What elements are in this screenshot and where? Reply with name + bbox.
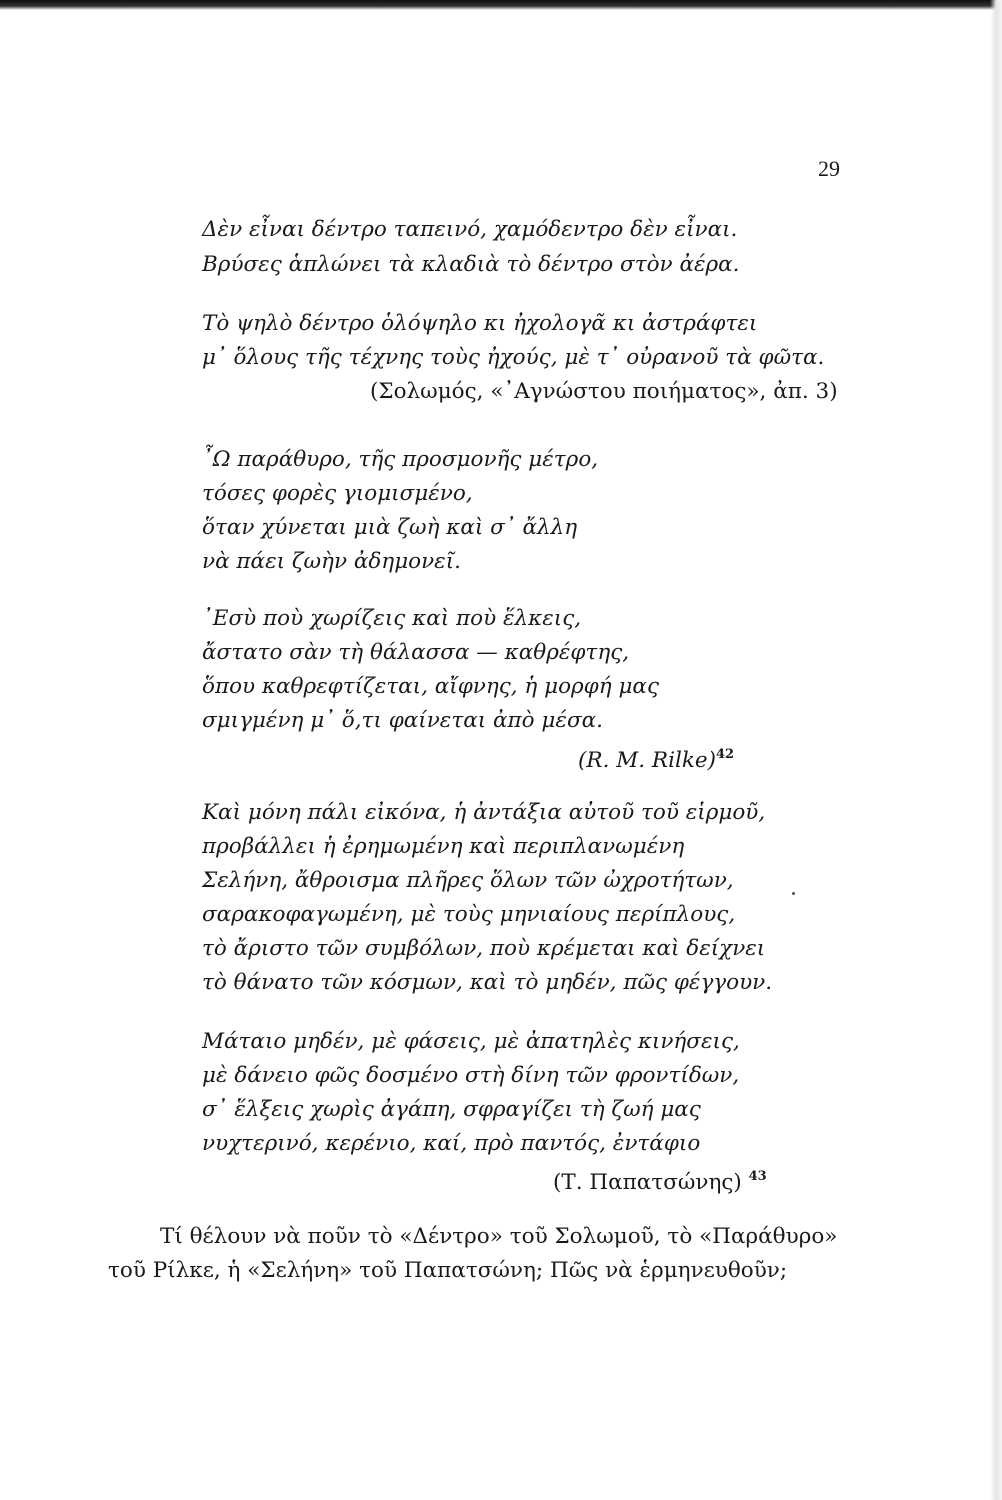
attribution-solomos: (Σολωμός, «᾿Αγνώστου ποιήματος», ἀπ. 3) xyxy=(370,379,838,404)
poem-line: ᾿Εσὺ ποὺ χωρίζεις καὶ ποὺ ἕλκεις, xyxy=(202,606,582,631)
attribution-rilke xyxy=(578,741,734,775)
attribution-rilke-text: (R. M. Rilke) xyxy=(578,748,717,773)
poem-line: Μάταιο μηδέν, μὲ φάσεις, μὲ ἀπατηλὲς κινήσεις, xyxy=(202,1029,740,1054)
poem-line: Δὲν εἶναι δέντρο ταπεινό, χαμόδεντρο δὲν εἶναι. xyxy=(202,217,738,242)
poem-line: Βρύσες ἁπλώνει τὰ κλαδιὰ τὸ δέντρο στὸν ἀέρα. xyxy=(202,252,740,277)
poem-line: ὅπου καθρεφτίζεται, αἴφνης, ἡ μορφή μας xyxy=(202,674,659,699)
prose-line: Τί θέλουν νὰ ποῦν τὸ «Δέντρο» τοῦ Σολωμοῦ, τὸ «Παράθυρο» xyxy=(160,1224,838,1249)
footnote-marker: 42 xyxy=(716,747,735,762)
poem-line: Τὸ ψηλὸ δέντρο ὁλόψηλο κι ἠχολογᾶ κι ἀστράφτει xyxy=(202,311,758,336)
attribution-papatsonis xyxy=(553,1163,767,1197)
poem-line: σαρακοφαγωμένη, μὲ τοὺς μηνιαίους περίπλους, xyxy=(202,902,736,927)
poem-line: τὸ θάνατο τῶν κόσμων, καὶ τὸ μηδέν, πῶς φέγγουν. xyxy=(202,970,773,995)
poem-line: νὰ πάει ζωὴν ἀδημονεῖ. xyxy=(202,549,461,574)
poem-line: νυχτερινό, κερένιο, καί, πρὸ παντός, ἐντάφιο xyxy=(202,1131,701,1156)
page-scan-edge-right xyxy=(990,0,1002,1500)
poem-line: τόσες φορὲς γιομισμένο, xyxy=(202,481,473,506)
poem-line: Καὶ μόνη πάλι εἰκόνα, ἡ ἀντάξια αὐτοῦ τοῦ εἱρμοῦ, xyxy=(202,800,766,825)
attribution-papatsonis-text: (Τ. Παπατσώνης) xyxy=(553,1170,742,1195)
poem-line: τὸ ἄριστο τῶν συμβόλων, ποὺ κρέμεται καὶ δείχνει xyxy=(202,936,766,961)
footnote-marker: 43 xyxy=(748,1169,767,1184)
prose-line: τοῦ Ρίλκε, ἡ «Σελήνη» τοῦ Παπατσώνη; Πῶς νὰ ἑρμηνευθοῦν; xyxy=(108,1258,788,1283)
poem-line: σ᾿ ἕλξεις χωρὶς ἀγάπη, σφραγίζει τὴ ζωή μας xyxy=(202,1097,701,1122)
poem-line: Σελήνη, ἄθροισμα πλῆρες ὅλων τῶν ὠχροτήτων, xyxy=(202,868,734,893)
poem-line: προβάλλει ἡ ἐρημωμένη καὶ περιπλανωμένη xyxy=(202,834,685,859)
poem-line: μ᾿ ὅλους τῆς τέχνης τοὺς ἠχούς, μὲ τ᾿ οὐρανοῦ τὰ φῶτα. xyxy=(202,345,825,370)
page-number: 29 xyxy=(818,156,840,181)
poem-line: μὲ δάνειο φῶς δοσμένο στὴ δίνη τῶν φροντίδων, xyxy=(202,1063,740,1088)
poem-line: σμιγμένη μ᾿ ὅ,τι φαίνεται ἀπὸ μέσα. xyxy=(202,708,603,733)
page-scan-edge-top xyxy=(0,0,1002,10)
poem-line: ἄστατο σὰν τὴ θάλασσα — καθρέφτης, xyxy=(202,640,630,665)
poem-line: ὅταν χύνεται μιὰ ζωὴ καὶ σ᾿ ἄλλη xyxy=(202,515,578,540)
poem-line: ῏Ω παράθυρο, τῆς προσμονῆς μέτρο, xyxy=(202,447,599,472)
scan-speck xyxy=(792,892,795,895)
